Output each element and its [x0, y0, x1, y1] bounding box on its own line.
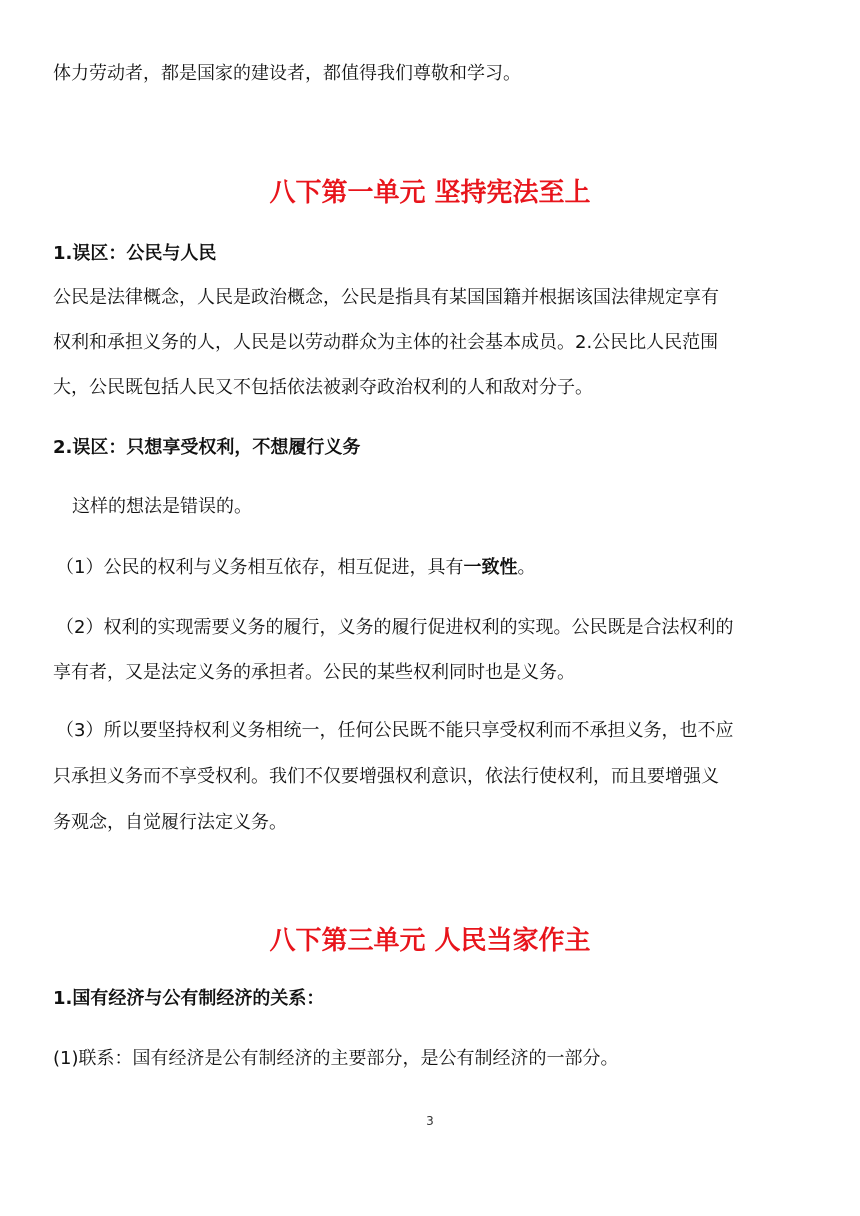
body-text-line: (1)联系：国有经济是公有制经济的主要部分，是公有制经济的一部分。 [53, 1048, 619, 1069]
point-1-line [56, 556, 816, 580]
point-1-end: 。 [517, 557, 536, 578]
page-number: 3 [426, 1114, 434, 1128]
point-1-text: （1）公民的权利与义务相互依存，相互促进，具有 [56, 557, 464, 578]
body-text-line: 公民是法律概念，人民是政治概念，公民是指具有某国国籍并根据该国法律规定享有 [53, 287, 719, 308]
body-text-line: 只承担义务而不享受权利。我们不仅要增强权利意识，依法行使权利，而且要增强义 [53, 766, 719, 787]
section-title-unit-3: 八下第三单元 人民当家作主 [269, 926, 591, 956]
body-text-line: 这样的想法是错误的。 [72, 496, 252, 517]
body-text-line: 体力劳动者，都是国家的建设者，都值得我们尊敬和学习。 [53, 63, 521, 84]
item-heading-rights-duties: 2.误区：只想享受权利，不想履行义务 [53, 437, 361, 458]
body-text-line: 务观念，自觉履行法定义务。 [53, 812, 287, 833]
point-2-line: （2）权利的实现需要义务的履行，义务的履行促进权利的实现。公民既是合法权利的 [56, 617, 734, 638]
point-1-emphasis: 一致性 [463, 557, 518, 578]
section-title-unit-1: 八下第一单元 坚持宪法至上 [269, 178, 591, 208]
point-3-line: （3）所以要坚持权利义务相统一，任何公民既不能只享受权利而不承担义务，也不应 [56, 720, 734, 741]
item-heading-state-economy: 1.国有经济与公有制经济的关系： [53, 988, 325, 1009]
body-text-line: 享有者，又是法定义务的承担者。公民的某些权利同时也是义务。 [53, 662, 575, 683]
body-text-line: 大，公民既包括人民又不包括依法被剥夺政治权利的人和敌对分子。 [53, 377, 593, 398]
item-heading-citizen-people: 1.误区：公民与人民 [53, 243, 217, 264]
body-text-line: 权利和承担义务的人，人民是以劳动群众为主体的社会基本成员。2.公民比人民范围 [53, 332, 719, 353]
